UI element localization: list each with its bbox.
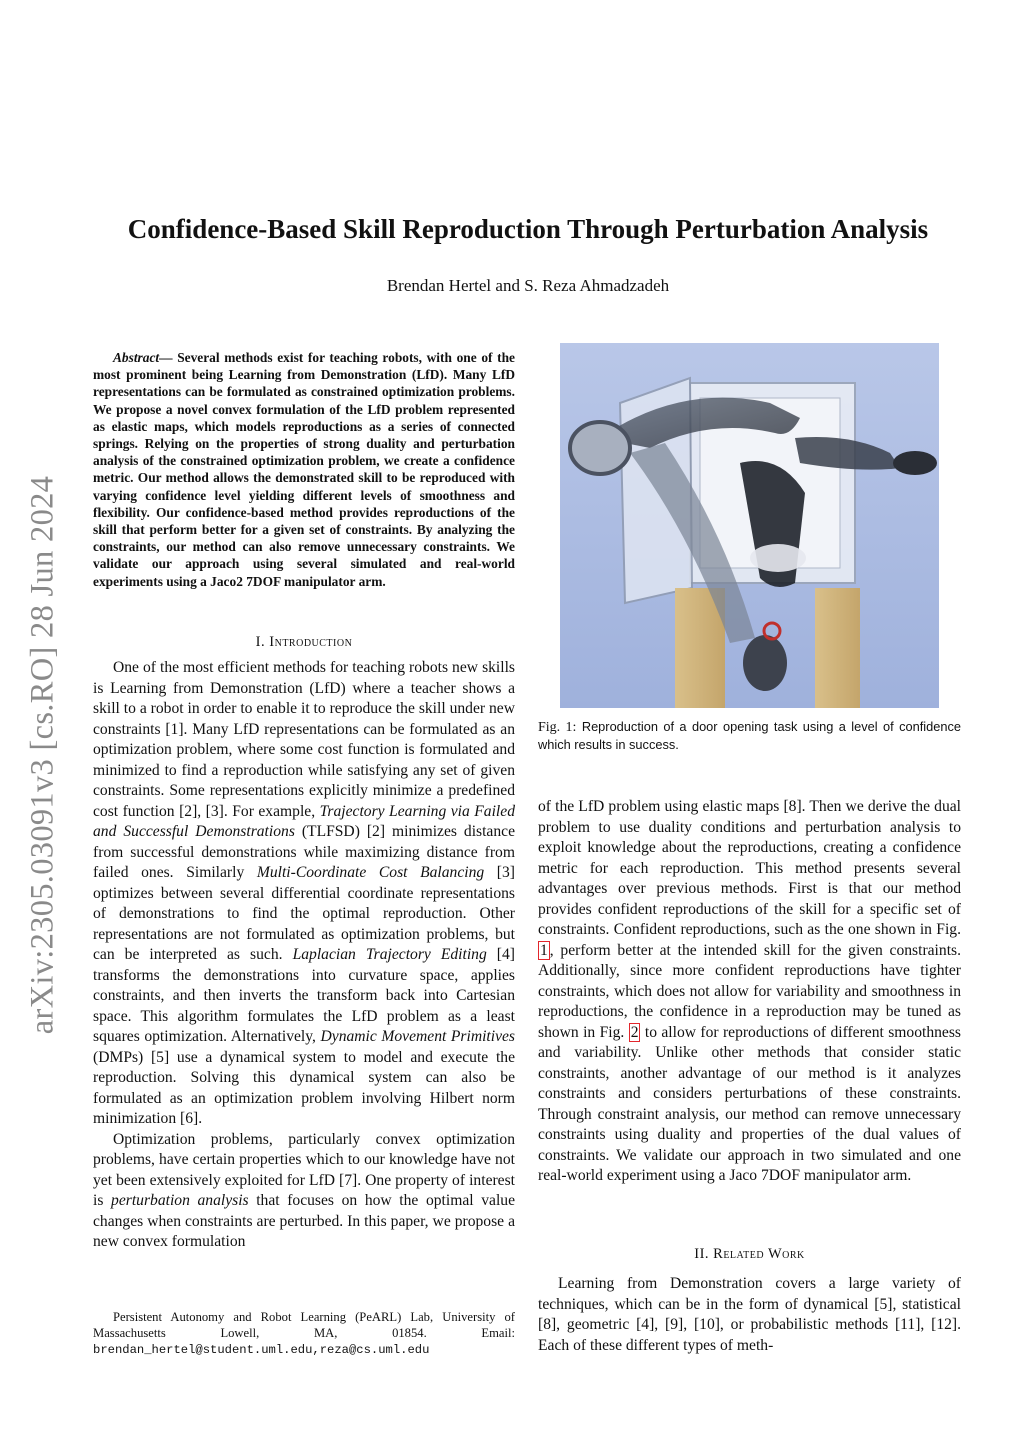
text-run: of the LfD problem using elastic maps [8]. Then we derive the dual problem to use duality conditions and perturbation analysis to exploit knowledge about the reproductions, creating a confidence metric for each reproduction. This method presents several advantages over previous methods. First is that our method provides confident reproductions of the skill for a specific set of constraints. Confident reproductions, such as the one shown in Fig. [538, 798, 961, 938]
introduction-body [93, 658, 515, 1253]
robot-door-photo-illustration [560, 343, 939, 708]
arxiv-watermark [14, 455, 72, 1055]
abstract-dash: — [159, 350, 178, 365]
footnote-text: Persistent Autonomy and Robot Learning (PeARL) Lab, University of Massachusetts Lowell, MA, 01854. Email: [93, 1310, 515, 1340]
abstract [93, 349, 515, 590]
italic-term: Trajectory Learning via Failed and Successful Demonstrations [93, 802, 515, 840]
related-paragraph-1: Learning from Demonstration covers a large variety of techniques, which can be in the form of dynamical [5], statistical [8], geometric [4], [9], [10], or probabilistic methods [11], [12]. Each of these different types of meth- [538, 1275, 961, 1354]
paper-title: Confidence-Based Skill Reproduction Through Perturbation Analysis [127, 214, 929, 244]
section-title: Introduction [269, 634, 353, 650]
text-run: Optimization problems, particularly convex optimization problems, have certain properties which to our knowledge have not yet been extensively exploited for LfD [7]. One property of interest is [93, 1130, 515, 1209]
figure-2-link[interactable]: 2 [630, 1023, 639, 1041]
paper-authors: Brendan Hertel and S. Reza Ahmadzadeh [386, 276, 670, 295]
figure-caption-text: Reproduction of a door opening task using a level of confidence which results in success. [538, 719, 961, 752]
right-paragraph-1 [538, 797, 961, 1187]
section-title: Related Work [713, 1246, 805, 1262]
text-run: [4] transforms the demonstrations into curvature space, applies constraints, and then inverts the transform back into Cartesian space. This algorithm formulates the LfD problem as a least squares optimization. Alternatively, [93, 946, 515, 1045]
arxiv-id: arXiv:2305.03091v3 [cs.RO] 28 Jun 2024 [24, 475, 61, 1035]
affiliation-footnote [93, 1309, 515, 1358]
text-run: [3] optimizes between several differential coordinate representations of demonstrations to find the optimal reproduction. Other representations are not formulated as optimization problems, but can be interpreted as such. [93, 864, 515, 963]
italic-term: perturbation analysis [111, 1192, 249, 1209]
text-run: , perform better at the intended skill for the given constraints. Additionally, since more confident reproductions have tighter constraints, which does not allow for variability and smoothness in reproductions, the confidence in a reproduction may be tuned as shown in Fig. [538, 941, 961, 1041]
right-column-body [538, 797, 961, 1187]
text-run: that focuses on how the optimal value changes when constraints are perturbed. In this paper, we propose a new convex formulation [93, 1192, 515, 1250]
figure-1-link[interactable]: 1 [540, 941, 548, 959]
figure-1-caption [538, 719, 961, 753]
text-run: (TLFSD) [2] minimizes distance from successful demonstrations while maximizing distance from failed ones. Similarly [93, 823, 515, 881]
italic-term: Dynamic Movement Primitives [320, 1028, 515, 1045]
abstract-text: Several methods exist for teaching robots, with one of the most prominent being Learning from Demonstration (LfD). Many LfD representations can be formulated as constrained optimization problems. We propose a novel convex formulation of the LfD problem represented as elastic maps, which models reproductions as a series of connected springs. Relying on the properties of strong duality and perturbation analysis of the constrained optimization problem, we create a confidence metric. Our method allows the demonstrated skill to be reproduced with varying confidence level yielding different levels of smoothness and flexibility. Our confidence-based method provides reproductions of the skill that perform better for a given set of constraints. By analyzing the constraints, our method can also remove unnecessary constraints. We validate our approach using several simulated and real-world experiments using a Jaco2 7DOF manipulator arm. [93, 350, 515, 589]
intro-paragraph-2 [93, 1130, 515, 1253]
italic-term: Multi-Coordinate Cost Balancing [256, 864, 485, 881]
footnote-emails[interactable]: brendan_hertel@student.uml.edu,reza@cs.uml.edu [93, 1343, 430, 1357]
text-run: One of the most efficient methods for teaching robots new skills is Learning from Demonstration (LfD) where a teacher shows a skill to a robot in order to enable it to reproduce the skill under new constraints [1]. Many LfD representations can be formulated as an optimization problem, where some cost function is formulated and minimized to find a reproduction while satisfying any set of given constraints. Some representations explicitly minimize a predefined cost function [2], [3]. For example, [93, 659, 515, 820]
section-heading-related-work [538, 1246, 961, 1263]
figure-label: Fig. 1: [538, 720, 577, 735]
section-heading-introduction [93, 634, 515, 651]
section-number: II. [694, 1246, 710, 1262]
figure-1-photo [560, 343, 939, 708]
section-number: I. [255, 634, 266, 650]
text-run: (DMPs) [5] use a dynamical system to model and execute the reproduction. Solving this dynamical system can also be formulated as an optimization problem involving Hilbert norm minimization [6]. [93, 1048, 515, 1127]
intro-paragraph-1 [93, 658, 515, 1130]
abstract-label: Abstract [113, 350, 160, 365]
text-run: to allow for reproductions of different smoothness and variability. Unlike other methods that consider static constraints, another advantage of our method is it analyzes constraints and considers perturbations of these constraints. Through constraint analysis, our method can remove unnecessary constraints using duality and properties of the dual values of constraints. We validate our approach in two simulated and one real-world experiment using a Jaco 7DOF manipulator arm. [538, 1023, 961, 1184]
related-work-body [538, 1274, 961, 1356]
italic-term: Laplacian Trajectory Editing [292, 946, 487, 963]
